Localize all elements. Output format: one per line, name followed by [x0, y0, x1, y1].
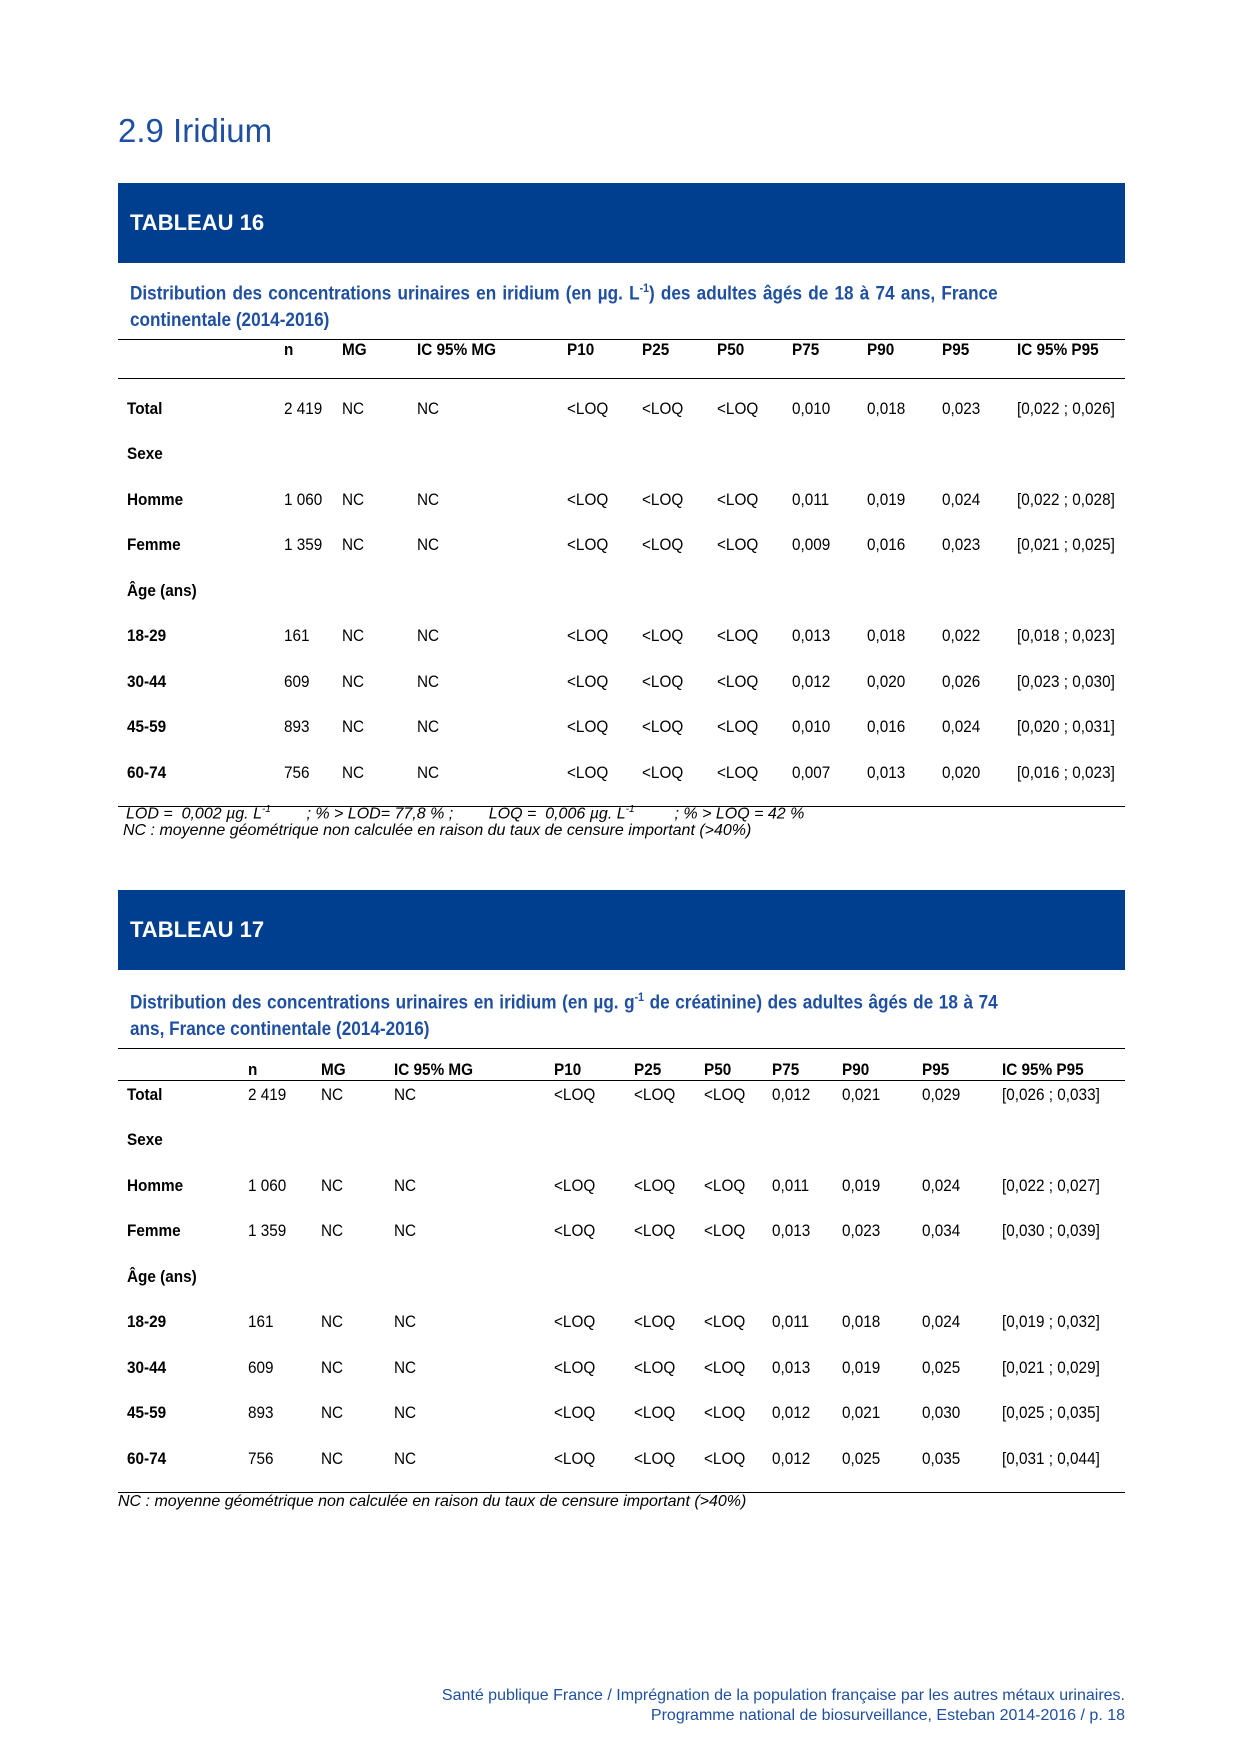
table17-cell-p10: <LOQ	[554, 1221, 596, 1240]
table16-row-label: Homme	[127, 489, 184, 509]
table17-cell-mg	[321, 1241, 394, 1287]
table17-cell-mg: NC	[321, 1084, 344, 1104]
table16-cell-p50: <LOQ	[717, 671, 759, 691]
table16-cell-p95: 0,023	[942, 535, 981, 554]
table16-header-p10: P10	[567, 340, 595, 359]
table16-cell-ic-95-mg: NC	[417, 398, 440, 418]
table17-cell-p95: 0,029	[922, 1084, 961, 1104]
table17-cell-n: 1 060	[248, 1175, 287, 1195]
table16-cell-p10: <LOQ	[567, 535, 609, 554]
table17-row-label: Sexe	[127, 1130, 163, 1149]
table17-cell-p75: 0,012	[772, 1084, 811, 1104]
table17-cell-p95	[922, 1241, 1002, 1287]
table16-cell-ic-95-p95: [0,022 ; 0,028]	[1017, 489, 1115, 509]
table17-header-mg: MG	[321, 1060, 346, 1079]
table16-cell-p75: 0,012	[792, 671, 831, 691]
table16-cell-p75: 0,010	[792, 398, 831, 418]
table16-row-label: 30-44	[127, 671, 167, 691]
table16-cell-mg: NC	[342, 535, 365, 554]
table16-cell-mg: NC	[342, 717, 365, 736]
table16-cell-p95: 0,024	[942, 717, 981, 736]
table16-cell-p50: <LOQ	[717, 626, 759, 645]
table16-cell-p10: <LOQ	[567, 671, 609, 691]
table17-cell-p50: <LOQ	[704, 1312, 746, 1331]
table17-cell-p75: 0,012	[772, 1403, 811, 1422]
table16-cell-p90	[867, 555, 942, 601]
table16-cell-ic-95-p95: [0,018 ; 0,023]	[1017, 626, 1115, 645]
table16-cell-p50: <LOQ	[717, 717, 759, 736]
table17-row	[118, 1287, 1125, 1333]
table17-cell-p90: 0,025	[842, 1448, 881, 1468]
table16	[118, 339, 1125, 807]
table16-cell-n: 161	[284, 626, 310, 645]
table16-cell-p75	[792, 555, 867, 601]
table16-cell-ic-95-p95: [0,023 ; 0,030]	[1017, 671, 1115, 691]
table16-header-p50: P50	[717, 340, 745, 359]
table17-cell-p25: <LOQ	[634, 1403, 676, 1422]
table16-cell-p10: <LOQ	[567, 489, 609, 509]
table16-cell-n: 609	[284, 671, 310, 691]
table17-cell-p50	[704, 1105, 772, 1151]
table17-row-label: Femme	[127, 1221, 181, 1240]
table17-cell-p50: <LOQ	[704, 1084, 746, 1104]
table17-cell-ic-95-p95: [0,026 ; 0,033]	[1002, 1084, 1100, 1104]
table17-banner-label: TABLEAU 17	[130, 917, 265, 942]
table17-cell-p95: 0,030	[922, 1403, 961, 1422]
footer-line-1: Santé publique France / Imprégnation de la population française par les autres métaux urinaires.	[441, 1687, 1125, 1704]
table17-header-p25: P25	[634, 1060, 662, 1079]
table16-cell-ic-95-mg: NC	[417, 489, 440, 509]
table17-row	[118, 1150, 1125, 1196]
table16-cell-p10: <LOQ	[567, 762, 609, 782]
table17-header-p75: P75	[772, 1060, 800, 1079]
table16-cell-p25: <LOQ	[642, 626, 684, 645]
table16-cell-p50	[717, 555, 792, 601]
table16-row	[118, 379, 1125, 419]
table16-row-label: Total	[127, 398, 163, 418]
table16-row-label: Sexe	[127, 444, 163, 463]
table16-header-mg: MG	[342, 340, 367, 359]
table17-header-row	[118, 1049, 1125, 1081]
table17-cell-p50: <LOQ	[704, 1175, 746, 1195]
table17-cell-ic-95-mg: NC	[394, 1084, 417, 1104]
table16-cell-p10	[567, 555, 642, 601]
table16-row-label: Âge (ans)	[127, 580, 197, 600]
table17-cell-n: 756	[248, 1448, 274, 1468]
table16-row	[118, 737, 1125, 783]
table17-cell-p75	[772, 1241, 842, 1287]
table16-cell-p25	[642, 419, 717, 465]
table17-header-p90: P90	[842, 1060, 870, 1079]
table16-cell-n	[284, 555, 342, 601]
table16-cell-p90: 0,016	[867, 717, 906, 736]
table16-header-p95: P95	[942, 340, 970, 359]
table17-cell-n: 1 359	[248, 1221, 287, 1240]
table17-cell-ic-95-mg: NC	[394, 1357, 417, 1377]
table17-cell-p95	[922, 1105, 1002, 1151]
page-footer	[442, 1686, 1125, 1726]
table17-cell-p95: 0,024	[922, 1175, 961, 1195]
table17-cell-p10: <LOQ	[554, 1084, 596, 1104]
table16-header-p90: P90	[867, 340, 895, 359]
table16-cell-p95: 0,023	[942, 398, 981, 418]
table17-cell-p90: 0,023	[842, 1221, 881, 1240]
table16-cell-ic-95-mg: NC	[417, 626, 440, 645]
table17-row	[118, 1423, 1125, 1469]
table17-cell-n: 893	[248, 1403, 274, 1422]
table17-bottom-rule	[118, 1469, 1125, 1493]
table17-cell-p10: <LOQ	[554, 1448, 596, 1468]
table17-cell-p25	[634, 1105, 704, 1151]
table17-header-ic-95-p95: IC 95% P95	[1002, 1060, 1084, 1079]
table16-header-ic-95-mg: IC 95% MG	[417, 340, 497, 359]
table17-cell-p25: <LOQ	[634, 1448, 676, 1468]
table17-cell-p90: 0,019	[842, 1175, 881, 1195]
table17-cell-mg: NC	[321, 1403, 344, 1422]
table16-cell-p10: <LOQ	[567, 626, 609, 645]
table17-cell-ic-95-p95: [0,030 ; 0,039]	[1002, 1221, 1100, 1240]
table17-cell-ic-95-mg: NC	[394, 1403, 417, 1422]
table16-cell-p90: 0,018	[867, 626, 906, 645]
table17-banner	[118, 890, 1125, 970]
table16-cell-ic-95-p95: [0,016 ; 0,023]	[1017, 762, 1115, 782]
table16-cell-p95	[942, 555, 1017, 601]
table16-cell-p50	[717, 419, 792, 465]
table16-cell-ic-95-p95	[1017, 419, 1125, 465]
table16-cell-p25: <LOQ	[642, 717, 684, 736]
table16-cell-p50: <LOQ	[717, 398, 759, 418]
table17-cell-p10: <LOQ	[554, 1312, 596, 1331]
table16-header-p75: P75	[792, 340, 820, 359]
table17-cell-ic-95-p95	[1002, 1105, 1125, 1151]
table16-row	[118, 464, 1125, 510]
table16-cell-mg	[342, 555, 417, 601]
table17-cell-n	[248, 1241, 321, 1287]
table16-cell-p25: <LOQ	[642, 489, 684, 509]
table16-row-label: Femme	[127, 535, 181, 554]
table17-caption: Distribution des concentrations urinaires en iridium (en µg. $g^{-1}$ de créatinine) des adultes âgés de 18 à 74 ans, France continentale (2014-2016)	[130, 990, 998, 1040]
table16-cell-n	[284, 419, 342, 465]
table16-row	[118, 510, 1125, 556]
table16-cell-p25: <LOQ	[642, 762, 684, 782]
table16-cell-n: 1 359	[284, 535, 323, 554]
table17-cell-p10: <LOQ	[554, 1403, 596, 1422]
table17-header-p95: P95	[922, 1060, 950, 1079]
table16-cell-p75: 0,011	[792, 489, 830, 509]
table16-cell-p75: 0,010	[792, 717, 831, 736]
table17-row-label: 60-74	[127, 1448, 167, 1468]
table16-cell-ic-95-p95: [0,022 ; 0,026]	[1017, 398, 1115, 418]
table17	[118, 1048, 1125, 1493]
table17-cell-p25: <LOQ	[634, 1312, 676, 1331]
table16-row-label: 60-74	[127, 762, 167, 782]
table17-cell-ic-95-p95: [0,025 ; 0,035]	[1002, 1403, 1100, 1422]
table17-cell-mg	[321, 1105, 394, 1151]
table17-cell-ic-95-p95: [0,021 ; 0,029]	[1002, 1357, 1100, 1377]
table16-cell-n: 893	[284, 717, 310, 736]
table17-cell-ic-95-mg	[394, 1105, 554, 1151]
table17-note-nc: NC : moyenne géométrique non calculée en raison du taux de censure important (>40%)	[118, 1493, 747, 1510]
table17-cell-p90: 0,021	[842, 1403, 881, 1422]
table16-header-blank	[118, 340, 284, 379]
table17-cell-n: 609	[248, 1357, 274, 1377]
table17-cell-p25: <LOQ	[634, 1175, 676, 1195]
footer-line-2: Programme national de biosurveillance, Esteban 2014-2016 / p. 18	[650, 1707, 1125, 1724]
table17-cell-ic-95-mg: NC	[394, 1312, 417, 1331]
table17-cell-p75	[772, 1105, 842, 1151]
table16-header-row	[118, 340, 1125, 379]
table17-row-label: Homme	[127, 1175, 184, 1195]
table16-row	[118, 601, 1125, 647]
table17-cell-p90	[842, 1105, 922, 1151]
table16-row	[118, 692, 1125, 738]
table17-cell-p50: <LOQ	[704, 1221, 746, 1240]
table17-cell-p90: 0,019	[842, 1357, 881, 1377]
table17-cell-p75: 0,013	[772, 1221, 811, 1240]
table16-row-label: 45-59	[127, 717, 167, 736]
table16-cell-p95: 0,026	[942, 671, 981, 691]
table16-row	[118, 646, 1125, 692]
table17-header-n: n	[248, 1060, 258, 1079]
table16-caption: Distribution des concentrations urinaires en iridium (en µg. $L^{-1}$) des adultes âgés de 18 à 74 ans, France continentale (2014-2016)	[130, 281, 998, 331]
table17-cell-p95: 0,024	[922, 1312, 961, 1331]
table16-row	[118, 419, 1125, 465]
table16-cell-mg: NC	[342, 671, 365, 691]
table16-cell-p50: <LOQ	[717, 762, 759, 782]
table16-cell-p50: <LOQ	[717, 535, 759, 554]
table16-cell-mg: NC	[342, 626, 365, 645]
table16-cell-p75: 0,013	[792, 626, 831, 645]
table17-cell-p25: <LOQ	[634, 1221, 676, 1240]
table17-cell-ic-95-mg	[394, 1241, 554, 1287]
table17-row-label: Âge (ans)	[127, 1266, 197, 1286]
table17-row	[118, 1241, 1125, 1287]
table17-cell-p95: 0,025	[922, 1357, 961, 1377]
table17-row	[118, 1378, 1125, 1424]
table17-row-label: 18-29	[127, 1312, 167, 1331]
table17-cell-p90	[842, 1241, 922, 1287]
table17-row-label: 45-59	[127, 1403, 167, 1422]
table16-cell-ic-95-mg: NC	[417, 762, 440, 782]
table16-cell-p95: 0,020	[942, 762, 981, 782]
table17-cell-mg: NC	[321, 1448, 344, 1468]
table16-cell-mg: NC	[342, 489, 365, 509]
table16-cell-p90: 0,016	[867, 535, 906, 554]
table17-cell-p50: <LOQ	[704, 1357, 746, 1377]
table16-cell-n: 2 419	[284, 398, 323, 418]
table17-header-blank	[118, 1049, 248, 1081]
table16-cell-p10	[567, 419, 642, 465]
table16-cell-ic-95-mg: NC	[417, 535, 440, 554]
table17-cell-p90: 0,021	[842, 1084, 881, 1104]
table16-header-p25: P25	[642, 340, 670, 359]
table16-cell-p25	[642, 555, 717, 601]
table16-cell-ic-95-mg: NC	[417, 717, 440, 736]
table17-cell-p95: 0,035	[922, 1448, 961, 1468]
table17-cell-p95: 0,034	[922, 1221, 961, 1240]
table16-cell-ic-95-mg: NC	[417, 671, 440, 691]
table17-cell-n: 2 419	[248, 1084, 287, 1104]
table16-cell-ic-95-p95: [0,021 ; 0,025]	[1017, 535, 1115, 554]
table16-cell-p95	[942, 419, 1017, 465]
table17-row	[118, 1081, 1125, 1105]
table16-header-n: n	[284, 340, 294, 359]
table17-row	[118, 1105, 1125, 1151]
table17-cell-mg: NC	[321, 1175, 344, 1195]
table16-row-label: 18-29	[127, 626, 167, 645]
table16-cell-p95: 0,024	[942, 489, 981, 509]
table16-row	[118, 555, 1125, 601]
table17-row-label: 30-44	[127, 1357, 167, 1377]
table16-cell-p90: 0,018	[867, 398, 906, 418]
table17-row	[118, 1332, 1125, 1378]
table17-cell-mg: NC	[321, 1357, 344, 1377]
table16-note-lod: LOD = 0,002 µg. $L^{-1}$ ; % > LOD= 77,8 % ; LOQ = 0,006 µg. $L^{-1}$ ; % > LOQ = 42 %	[126, 804, 805, 823]
table17-row-label: Total	[127, 1084, 163, 1104]
table17-cell-mg: NC	[321, 1312, 344, 1331]
table17-cell-p25: <LOQ	[634, 1084, 676, 1104]
table16-cell-p90: 0,019	[867, 489, 906, 509]
table17-cell-p50	[704, 1241, 772, 1287]
table16-cell-p10: <LOQ	[567, 717, 609, 736]
table16-cell-n: 756	[284, 762, 310, 782]
table17-cell-p50: <LOQ	[704, 1448, 746, 1468]
table16-cell-p25: <LOQ	[642, 671, 684, 691]
table16-cell-p50: <LOQ	[717, 489, 759, 509]
table17-cell-ic-95-p95	[1002, 1241, 1125, 1287]
table16-cell-p75: 0,007	[792, 762, 831, 782]
table16-cell-ic-95-p95	[1017, 555, 1125, 601]
table16-cell-p90: 0,020	[867, 671, 906, 691]
table17-cell-ic-95-p95: [0,022 ; 0,027]	[1002, 1175, 1100, 1195]
table16-header-ic-95-p95: IC 95% P95	[1017, 340, 1099, 359]
table16-banner-label: TABLEAU 16	[130, 210, 265, 235]
table17-cell-p25: <LOQ	[634, 1357, 676, 1377]
table16-cell-p25: <LOQ	[642, 398, 684, 418]
table16-cell-mg	[342, 419, 417, 465]
table16-cell-n: 1 060	[284, 489, 323, 509]
table17-cell-mg: NC	[321, 1221, 344, 1240]
table17-header-p10: P10	[554, 1060, 582, 1079]
table17-cell-ic-95-p95: [0,019 ; 0,032]	[1002, 1312, 1100, 1331]
table16-cell-p90: 0,013	[867, 762, 906, 782]
table17-cell-p75: 0,012	[772, 1448, 811, 1468]
table17-cell-p10	[554, 1241, 634, 1287]
table16-cell-p75: 0,009	[792, 535, 831, 554]
table17-cell-ic-95-mg: NC	[394, 1175, 417, 1195]
table16-cell-p25: <LOQ	[642, 535, 684, 554]
table17-cell-p75: 0,013	[772, 1357, 811, 1377]
table17-cell-p25	[634, 1241, 704, 1287]
table17-cell-p10: <LOQ	[554, 1357, 596, 1377]
section-title: 2.9 Iridium	[118, 112, 273, 149]
table17-cell-ic-95-p95: [0,031 ; 0,044]	[1002, 1448, 1100, 1468]
table16-cell-p10: <LOQ	[567, 398, 609, 418]
table17-cell-p75: 0,011	[772, 1175, 810, 1195]
table17-row	[118, 1196, 1125, 1242]
table17-cell-ic-95-mg: NC	[394, 1221, 417, 1240]
table17-cell-n	[248, 1105, 321, 1151]
table17-header-p50: P50	[704, 1060, 732, 1079]
table16-cell-ic-95-mg	[417, 419, 567, 465]
table16-cell-ic-95-p95: [0,020 ; 0,031]	[1017, 717, 1115, 736]
table17-cell-p75: 0,011	[772, 1312, 810, 1331]
table17-header-ic-95-mg: IC 95% MG	[394, 1060, 474, 1079]
table17-cell-p10	[554, 1105, 634, 1151]
table16-cell-p75	[792, 419, 867, 465]
table16-cell-mg: NC	[342, 762, 365, 782]
table16-note-nc: NC : moyenne géométrique non calculée en raison du taux de censure important (>40%)	[123, 822, 752, 839]
table16-cell-p95: 0,022	[942, 626, 981, 645]
table17-cell-p90: 0,018	[842, 1312, 881, 1331]
table16-cell-p90	[867, 419, 942, 465]
table16-banner	[118, 183, 1125, 263]
table17-cell-p50: <LOQ	[704, 1403, 746, 1422]
table16-cell-ic-95-mg	[417, 555, 567, 601]
table17-cell-n: 161	[248, 1312, 274, 1331]
table17-cell-ic-95-mg: NC	[394, 1448, 417, 1468]
table16-cell-mg: NC	[342, 398, 365, 418]
table17-cell-p10: <LOQ	[554, 1175, 596, 1195]
